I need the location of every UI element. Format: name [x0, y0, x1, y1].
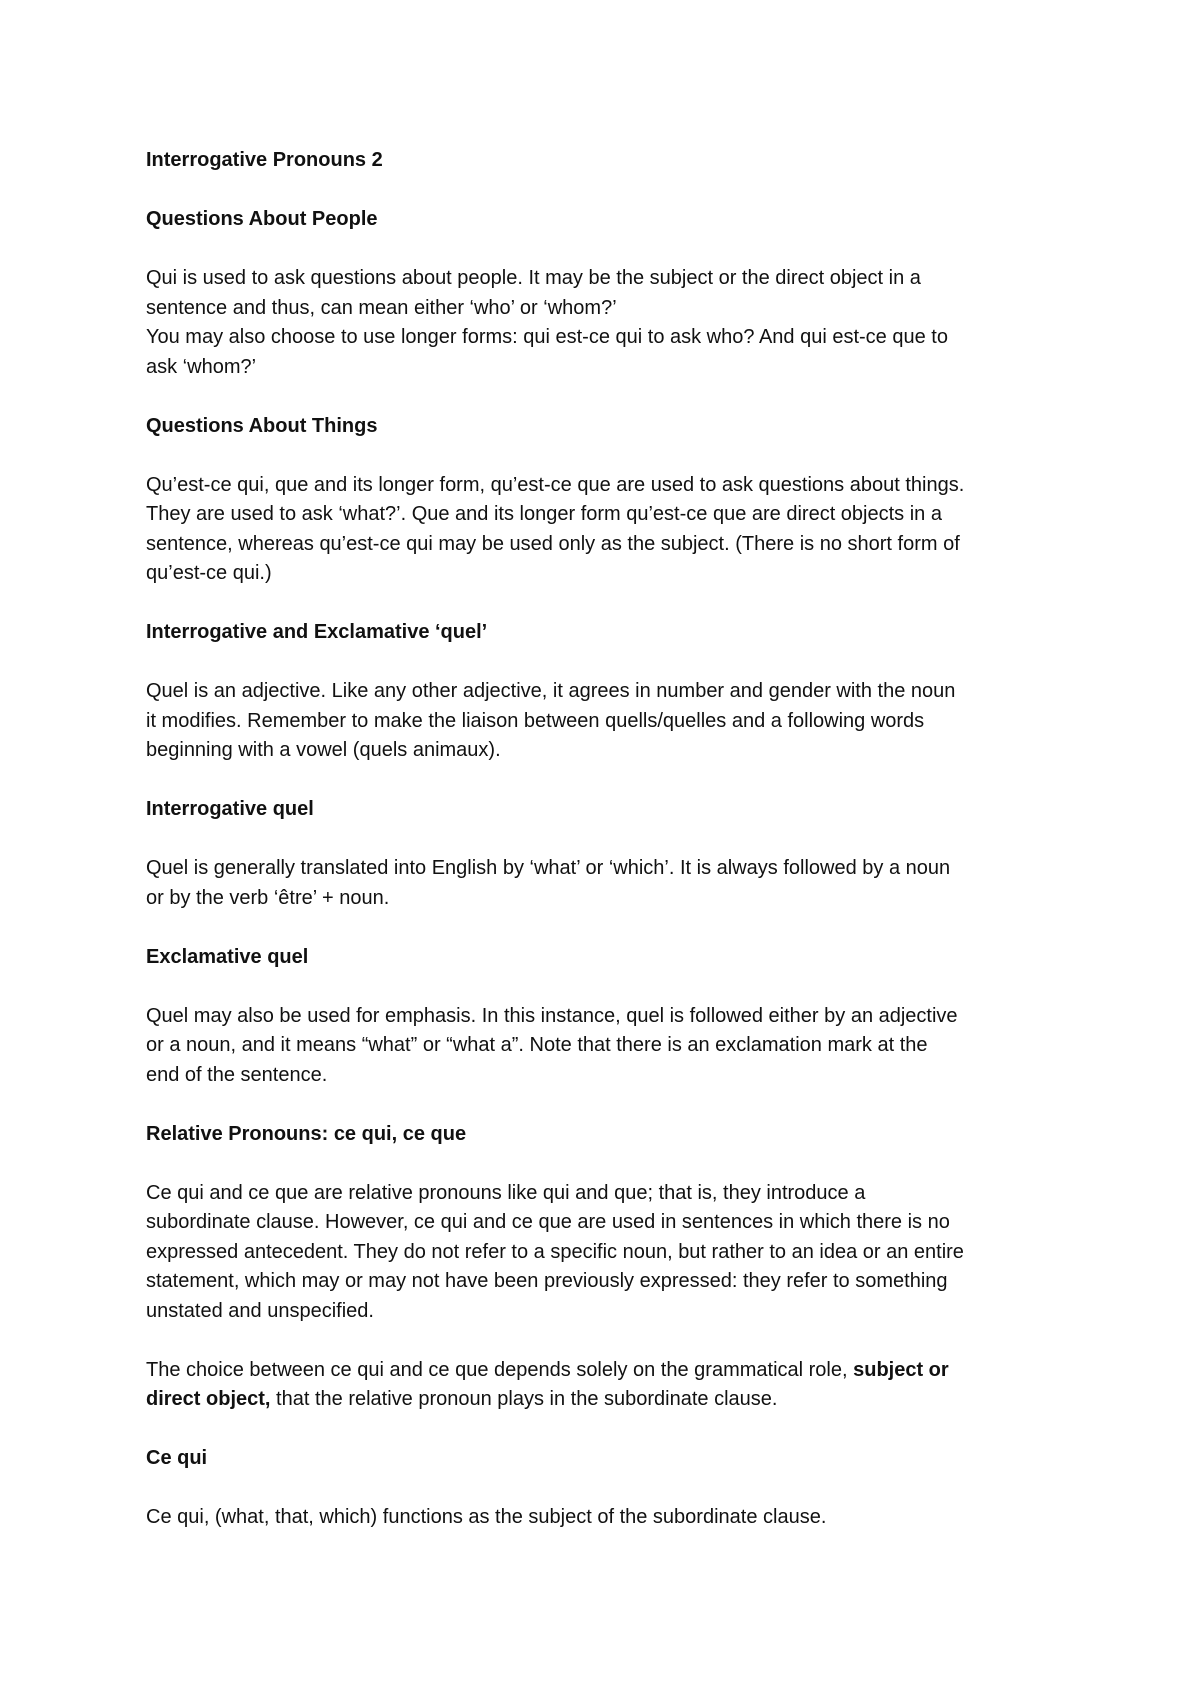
choice-paragraph [146, 1356, 1076, 1415]
section-heading: Questions About Things [146, 414, 378, 437]
choice-text: The choice between ce qui and ce que depends solely on the grammatical role, [146, 1358, 854, 1381]
paragraph-line: subordinate clause. However, ce qui and ce que are used in sentences in which there is no [146, 1211, 950, 1233]
paragraph-line: You may also choose to use longer forms: qui est-ce qui to ask who? And qui est-ce que to [146, 326, 948, 348]
paragraph-line: ask ‘whom?’ [146, 355, 257, 378]
paragraph-line: expressed antecedent. They do not refer to a specific noun, but rather to an idea or an entire [146, 1240, 964, 1263]
paragraph-line: sentence and thus, can mean either ‘who’ or ‘whom?’ [146, 296, 617, 319]
section-paragraph [146, 677, 1076, 766]
section-heading: Questions About People [146, 208, 378, 230]
section-paragraph [146, 854, 1076, 913]
paragraph-line: Ce qui, (what, that, which) functions as the subject of the subordinate clause. [146, 1506, 827, 1528]
section-heading: Ce qui [146, 1447, 208, 1469]
section-heading: Relative Pronouns: ce qui, ce que [146, 1122, 467, 1145]
section-paragraph [146, 1503, 1076, 1533]
paragraph-line: beginning with a vowel (quels animaux). [146, 739, 501, 761]
choice-emphasis: direct object, [146, 1388, 271, 1410]
section-paragraph [146, 1179, 1076, 1327]
document-page [146, 146, 1076, 1562]
paragraph-line: statement, which may or may not have been previously expressed: they refer to something [146, 1270, 948, 1292]
paragraph-line: sentence, whereas qu’est-ce qui may be used only as the subject. (There is no short form of [146, 532, 960, 555]
choice-text: that the relative pronoun plays in the subordinate clause. [270, 1388, 778, 1410]
paragraph-line [146, 1385, 1076, 1415]
paragraph-line [146, 1356, 1076, 1386]
paragraph-line: Qu’est-ce qui, que and its longer form, qu’est-ce que are used to ask questions about things. [146, 473, 965, 496]
document-title: Interrogative Pronouns 2 [146, 149, 383, 171]
section-paragraph [146, 264, 1076, 382]
paragraph-line: Quel may also be used for emphasis. In this instance, quel is followed either by an adjective [146, 1004, 958, 1027]
paragraph-line: Qui is used to ask questions about people. It may be the subject or the direct object in a [146, 267, 921, 289]
paragraph-line: or by the verb ‘être’ + noun. [146, 886, 390, 909]
paragraph-line: qu’est-ce qui.) [146, 562, 272, 584]
paragraph-line: it modifies. Remember to make the liaison between quells/quelles and a following words [146, 709, 925, 732]
section-heading: Interrogative and Exclamative ‘quel’ [146, 621, 488, 643]
paragraph-line: or a noun, and it means “what” or “what a”. Note that there is an exclamation mark at the [146, 1034, 928, 1056]
paragraph-line: They are used to ask ‘what?’. Que and its longer form qu’est-ce que are direct objects in a [146, 503, 942, 525]
paragraph-line: Ce qui and ce que are relative pronouns like qui and que; that is, they introduce a [146, 1181, 866, 1204]
paragraph-line: unstated and unspecified. [146, 1299, 374, 1322]
paragraph-line: Quel is an adjective. Like any other adjective, it agrees in number and gender with the noun [146, 680, 956, 702]
paragraph-line: end of the sentence. [146, 1063, 328, 1086]
section-heading: Exclamative quel [146, 945, 309, 968]
section-paragraph [146, 1002, 1076, 1091]
choice-emphasis: subject or [853, 1358, 949, 1381]
section-heading: Interrogative quel [146, 798, 314, 820]
paragraph-line: Quel is generally translated into English by ‘what’ or ‘which’. It is always followed by a noun [146, 857, 951, 879]
section-paragraph [146, 471, 1076, 589]
